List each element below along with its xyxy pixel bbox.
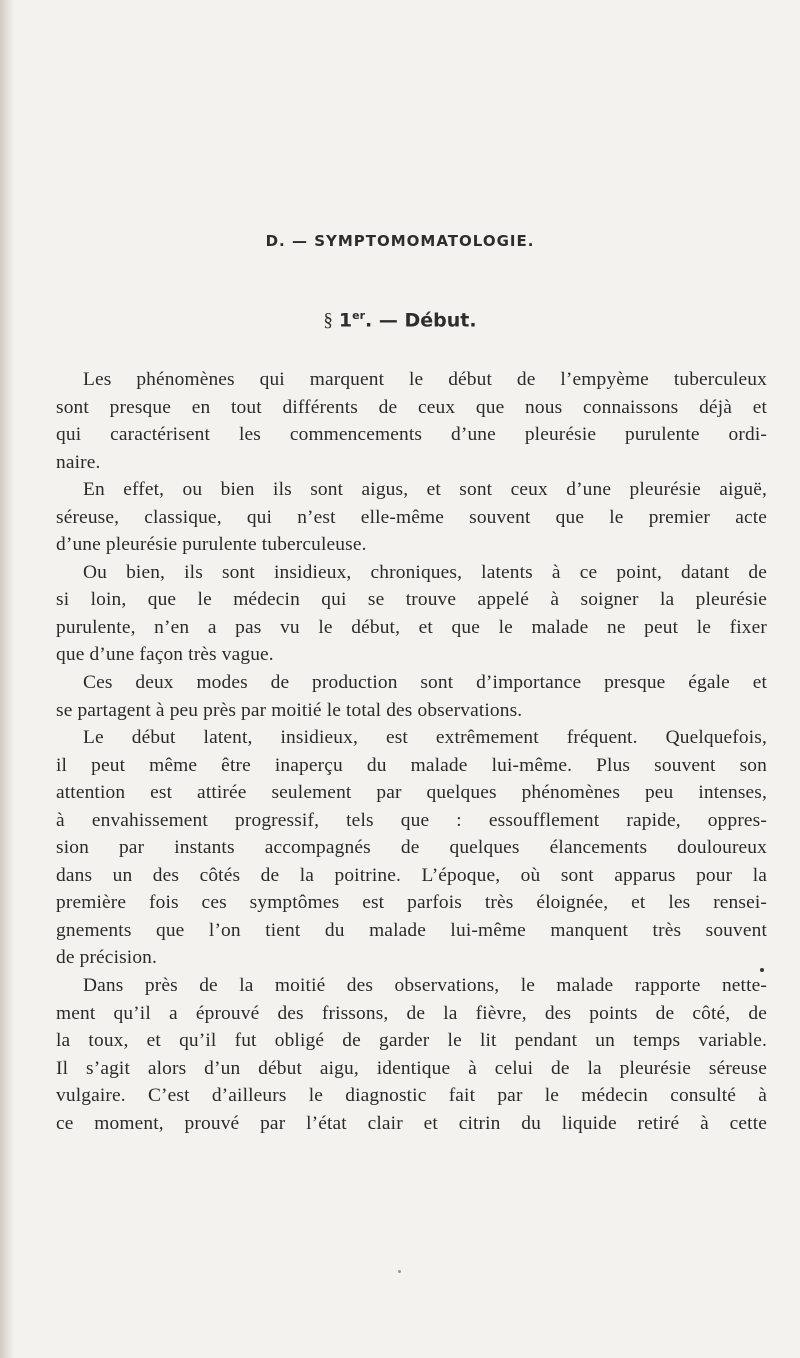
text-line: dans un des côtés de la poitrine. L’époque, où sont apparus pour la (56, 864, 767, 886)
text-line: purulente, n’en a pas vu le début, et que le malade ne peut le fixer (56, 616, 767, 638)
text-line: d’une pleurésie purulente tuberculeuse. (56, 534, 367, 556)
body-text (56, 366, 767, 1137)
section-heading (0, 309, 800, 332)
text-line: il peut même être inaperçu du malade lui-même. Plus souvent son (56, 754, 767, 776)
section-dash: . — (365, 309, 398, 332)
text-line: naire. (56, 451, 101, 473)
text-line: à envahissement progressif, tels que : essoufflement rapide, oppres- (56, 809, 767, 831)
text-line: Ou bien, ils sont insidieux, chroniques, latents à ce point, datant de (83, 561, 767, 583)
text-line: la toux, et qu’il fut obligé de garder le lit pendant un temps variable. (56, 1030, 767, 1052)
text-line: gnements que l’on tient du malade lui-même manquent très souvent (56, 919, 767, 941)
text-line: ce moment, prouvé par l’état clair et citrin du liquide retiré à cette (56, 1112, 767, 1134)
chapter-heading: D. — SYMPTOMOMATOLOGIE. (265, 232, 535, 250)
ink-speck (760, 968, 764, 972)
text-line: que d’une façon très vague. (56, 644, 274, 666)
section-title: Début. (404, 309, 477, 332)
text-line: sion par instants accompagnés de quelques élancements douloureux (56, 837, 767, 859)
text-line: sont presque en tout différents de ceux que nous connaissons déjà et (56, 396, 767, 418)
ink-speck-lower (398, 1270, 401, 1273)
text-line: Le début latent, insidieux, est extrêmement fréquent. Quelquefois, (83, 727, 767, 749)
text-line: séreuse, classique, qui n’est elle-même souvent que le premier acte (56, 506, 767, 528)
text-line: Il s’agit alors d’un début aigu, identique à celui de la pleurésie séreuse (56, 1057, 767, 1079)
text-line: vulgaire. C’est d’ailleurs le diagnostic fait par le médecin consulté à (56, 1085, 767, 1107)
text-line: En effet, ou bien ils sont aigus, et sont ceux d’une pleurésie aiguë, (83, 479, 767, 501)
text-line: qui caractérisent les commencements d’une pleurésie purulente ordi- (56, 424, 767, 446)
text-line: attention est attirée seulement par quelques phénomènes peu intenses, (56, 782, 767, 804)
text-line: si loin, que le médecin qui se trouve appelé à soigner la pleurésie (56, 589, 767, 611)
page-gutter-shadow (0, 0, 14, 1358)
section-number: 1 (338, 309, 353, 332)
text-line: Dans près de la moitié des observations, le malade rapporte nette- (83, 975, 767, 997)
text-line: Les phénomènes qui marquent le début de l’empyème tuberculeux (83, 369, 767, 390)
section-symbol: § (323, 310, 333, 332)
text-line: se partagent à peu près par moitié le total des observations. (56, 699, 523, 721)
section-number-suffix: er (352, 309, 366, 322)
text-line: première fois ces symptômes est parfois très éloignée, et les rensei- (56, 892, 767, 914)
text-line: Ces deux modes de production sont d’importance presque égale et (83, 672, 767, 694)
text-line: ment qu’il a éprouvé des frissons, de la fièvre, des points de côté, de (56, 1002, 767, 1024)
text-line: de précision. (56, 947, 158, 969)
